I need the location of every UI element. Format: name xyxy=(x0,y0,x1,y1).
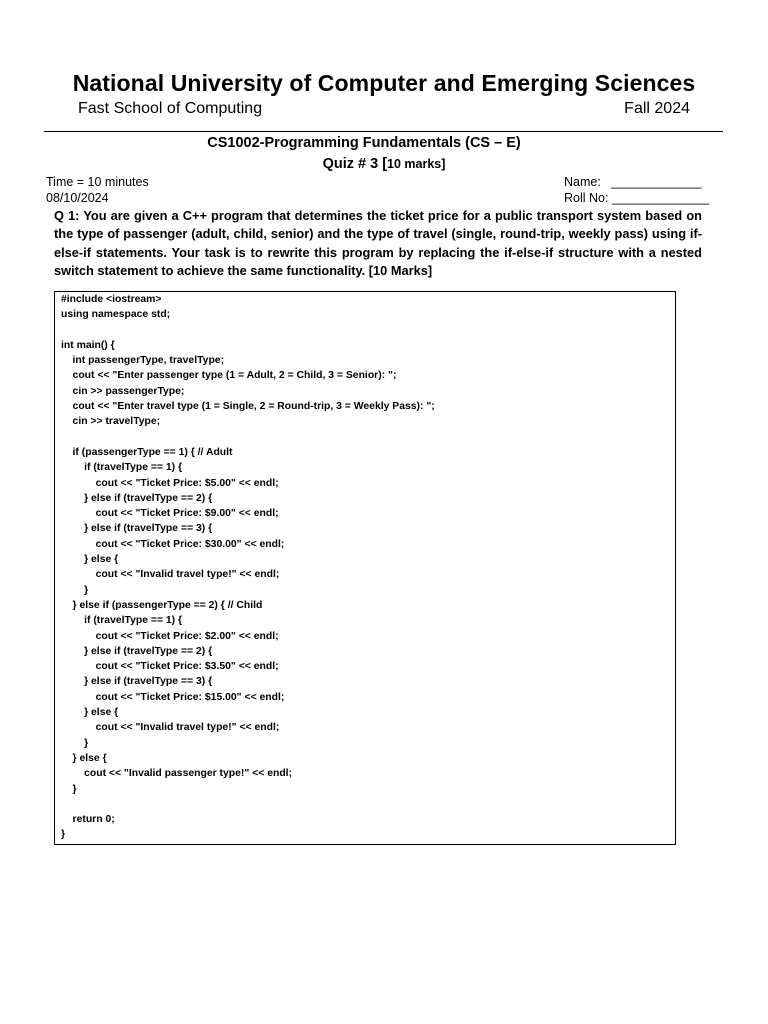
code-line xyxy=(61,797,435,812)
code-line: cout << "Ticket Price: $5.00" << endl; xyxy=(61,477,279,489)
code-line: cout << "Ticket Price: $2.00" << endl; xyxy=(61,630,279,642)
code-line: } xyxy=(61,783,77,795)
code-line: cout << "Ticket Price: $3.50" << endl; xyxy=(61,661,279,673)
code-line: } else if (passengerType == 2) { // Child xyxy=(61,599,263,611)
quiz-marks: 10 marks] xyxy=(387,157,446,171)
code-line: cout << "Enter passenger type (1 = Adult, 2 = Child, 3 = Senior): "; xyxy=(61,370,397,382)
quiz-number: Quiz # 3 [ xyxy=(322,156,388,172)
code-line xyxy=(61,323,435,338)
code-line: if (passengerType == 1) { // Adult xyxy=(61,446,233,458)
code-line: } else { xyxy=(61,554,119,566)
time-label: Time = 10 minutes xyxy=(46,175,149,189)
code-line: } xyxy=(61,584,89,596)
code-listing xyxy=(54,291,676,845)
code-line: cout << "Ticket Price: $15.00" << endl; xyxy=(61,691,285,703)
code-line: return 0; xyxy=(61,814,115,826)
code-line: } else { xyxy=(61,752,107,764)
code-line: int passengerType, travelType; xyxy=(61,355,225,367)
code-line: cout << "Ticket Price: $30.00" << endl; xyxy=(61,538,285,550)
code-line: } else if (travelType == 2) { xyxy=(61,645,213,657)
code-line: using namespace std; xyxy=(61,309,171,321)
code-line: cout << "Enter travel type (1 = Single, 2 = Round-trip, 3 = Weekly Pass): "; xyxy=(61,401,435,413)
code-line xyxy=(61,430,435,445)
university-title: National University of Computer and Emerging Sciences xyxy=(72,70,696,96)
question-text: Q 1: You are given a C++ program that determines the ticket price for a public transport system based on the type of passenger (adult, child, senior) and the type of travel (single, round-trip, weekly pass) using if-else-if statements. Your task is to rewrite this program by replacing the if-else-if structure with a nested switch statement to achieve the same functionality. [10 Marks] xyxy=(54,208,702,278)
school-name: Fast School of Computing xyxy=(78,100,263,117)
code-line: } else if (travelType == 3) { xyxy=(61,523,213,535)
code-line: cout << "Invalid passenger type!" << endl; xyxy=(61,768,293,780)
code-line: } else if (travelType == 3) { xyxy=(61,676,213,688)
code-line: } else { xyxy=(61,707,119,719)
quiz-title xyxy=(0,156,768,172)
code-line: cout << "Ticket Price: $9.00" << endl; xyxy=(61,508,279,520)
header-divider xyxy=(44,131,723,132)
semester-label: Fall 2024 xyxy=(624,100,690,117)
code-line: cout << "Invalid travel type!" << endl; xyxy=(61,722,280,734)
code-line: } xyxy=(61,737,89,749)
code-line: int main() { xyxy=(61,339,115,351)
roll-number-field: Roll No: ______________ xyxy=(564,191,710,205)
code-line: } else if (travelType == 2) { xyxy=(61,492,213,504)
code-block xyxy=(61,292,435,843)
course-title: CS1002-Programming Fundamentals (CS – E) xyxy=(207,135,521,151)
date-label: 08/10/2024 xyxy=(46,191,109,205)
code-line: cin >> travelType; xyxy=(61,416,161,428)
code-line: #include <iostream> xyxy=(61,294,162,305)
code-line: if (travelType == 1) { xyxy=(61,615,183,627)
code-line: if (travelType == 1) { xyxy=(61,462,183,474)
code-line: cout << "Invalid travel type!" << endl; xyxy=(61,569,280,581)
name-field: Name: _____________ xyxy=(564,175,702,189)
code-line: } xyxy=(61,829,66,841)
code-line: cin >> passengerType; xyxy=(61,385,185,397)
